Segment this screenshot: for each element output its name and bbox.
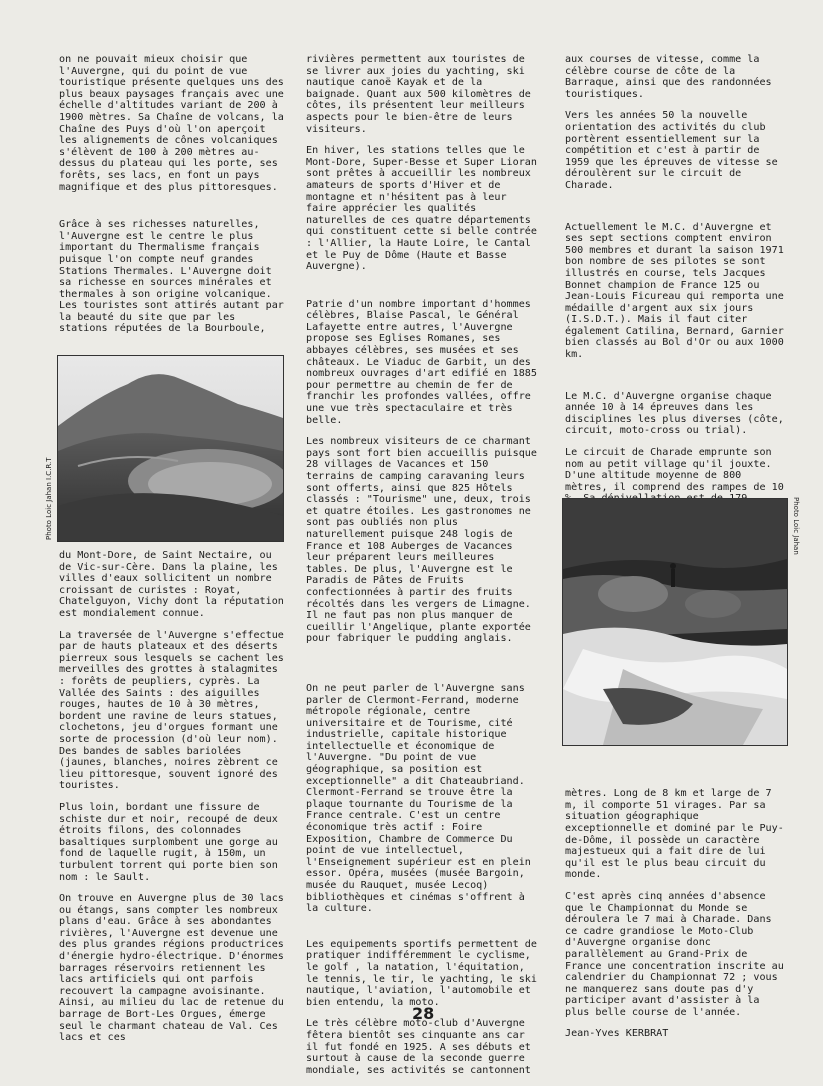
- paragraph: du Mont-Dore, de Saint Nectaire, ou de Vic-sur-Cère. Dans la plaine, les villes d'eaux sollicitent un nombre croissant de curistes : Royat, Chatelguyon, Vichy dont la réputation est mondialement connue.: [59, 550, 284, 620]
- paragraph: Le circuit de Charade emprunte son nom au petit village qu'il jouxte. D'une altitude moyenne de 800 mètres, il comprend des rampes de 10: [565, 447, 784, 493]
- waterfall-photo: [562, 498, 788, 746]
- column-2: [306, 54, 538, 1086]
- paragraph: mètres. Long de 8 km et large de 7 m, il comporte 51 virages. Par sa situation géographique exceptionnelle et dominé par le Puy-de-Dôme, il possède un caractère majestueux qui a fait dire de lui qu'il est le plus beau circuit du monde.: [565, 788, 784, 881]
- paragraph: On ne peut parler de l'Auvergne sans parler de Clermont-Ferrand, moderne métropole régionale, centre universitaire et de Tourisme, cité industrielle, capitale historique intellectuelle et économique de l'Auvergne. "Du point de vue géographique, sa position est exceptionnelle" a dit Chateaubriand. Clermont-Ferrand se trouve être la plaque tournante du Tourisme de la France centrale. C'est un centre économique très actif : Foire Exposition, Chambre de Commerce Du point de vue intellectuel, l'Enseignement supérieur est en plein essor. Opéra, musées (musée Bargoin, musée du Rauquet, musée Lecoq) bibliothèques et cinémas s'offrent à la culture.: [306, 682, 531, 915]
- paragraph: Vers les années 50 la nouvelle orientation des activités du club portèrent essentiellement sur la compétition et c'est à partir de 1959 que les épreuves de vitesse se déroulèrent sur le circuit de Charade.: [565, 110, 778, 191]
- waterfall-image: [563, 499, 787, 745]
- paragraph: On trouve en Auvergne plus de 30 lacs ou étangs, sans compter les nombreux plans d'eau. Grâce à ses abondantes rivières, l'Auvergne est devenue une des plus grandes régions productrices d'énergie hydro-électrique. D'énormes barrages réservoirs retiennent les lacs artificiels qui ont parfois recouvert la campagne avoisinante. Ainsi, au milieu du lac de retenue du barrage de Bort-Les Orgues, émerge seul le charmant chateau de Val. Ces lacs et ces: [59, 893, 284, 1044]
- paragraph: C'est après cinq années d'absence que le Championnat du Monde se déroulera le 7 mai à Charade. Dans ce cadre grandiose le Moto-Club d'Auvergne organise donc parallèlement au Grand-Prix de France une concentration inscrite au calendrier du Championnat 72 ; vous ne manquerez sans doute pas d'y participer avant d'assister à la plus belle course de l'année.: [565, 890, 784, 1018]
- paragraph: Les equipements sportifs permettent de pratiquer indifféremment le cyclisme, le golf , la natation, l'équitation, le tennis, le tir, le yachting, le ski nautique, l'aviation, l'automobile et bien entendu, la moto.: [306, 938, 537, 1008]
- page-number: 28: [412, 1004, 435, 1023]
- paragraph: Les nombreux visiteurs de ce charmant pays sont fort bien accueillis puisque 28 villages de Vacances et 150 terrains de camping caravaning leurs sont offerts, ainsi que 825 Hôtels classés : "Tourisme" une, deux, trois et quatre étoiles. Les gastronomes ne sont pas oubliés non plus naturellement puisque 248 logis de France et 108 Auberges de Vacances leur préparent leurs meilleures tables. De plus, l'Auvergne est le Paradis de Pâtes de Fruits confectionnées à partir des fruits récoltés dans les vergers de Limagne. Il ne faut pas non plus manquer de cueillir l'Angelique, plante exportée pour fabriquer le pudding anglais.: [306, 436, 537, 645]
- paragraph: aux courses de vitesse, comme la célèbre course de côte de la Barraque, ainsi que des randonnées touristiques.: [565, 54, 772, 100]
- volcano-crater-image: [58, 356, 283, 541]
- paragraph: En hiver, les stations telles que le Mont-Dore, Super-Besse et Super Lioran sont prêtes à accueillir les nombreux amateurs de sports d'Hiver et de montagne et n'hésitent pas à leur faire apprécier les qualités naturelles de ces quatre départements qui constituent cette si belle contrée : l'Allier, la Haute Loire, le Cantal et le Puy de Dôme (Haute et Basse Auvergne).: [306, 145, 537, 273]
- photo-credit: Photo Loic Jahan: [792, 497, 800, 555]
- paragraph: Patrie d'un nombre important d'hommes célèbres, Blaise Pascal, le Général Lafayette entre autres, l'Auvergne propose ses Eglises Romanes, ses abbayes célèbres, ses musées et ses châteaux. Le Viaduc de Garbit, un des nombreux ouvrages d'art edifié en 1885 pour permettre au chemin de fer de franchir les profondes vallées, offre une vue très spectaculaire et très belle.: [306, 298, 537, 426]
- volcano-crater-photo: [57, 355, 284, 542]
- paragraph: Le très célèbre moto-club d'Auvergne fêtera bientôt ses cinquante ans car il fut fondé en 1925. A ses débuts et surtout à cause de la seconde guerre mondiale, ses activités se cantonnent: [306, 1018, 531, 1076]
- paragraph: on ne pouvait mieux choisir que l'Auvergne, qui du point de vue touristique présente quelques uns des plus beaux paysages français avec une échelle d'altitudes variant de 200 à 1900 mètres. Sa Chaîne de volcans, la Chaîne des Puys d'où l'on aperçoit les alignements de cônes volcaniques s'élèvent de 100 à 200 mètres au-dessus du plateau qui les porte, ses forêts, ses lacs, en font un pays magnifique et des plus pittoresques.: [59, 54, 284, 193]
- paragraph: Actuellement le M.C. d'Auvergne et ses sept sections comptent environ 500 membres et durant la saison 1971 bon nombre de ses pilotes se sont illustrés en course, tels Jacques Bonnet champion de France 125 ou Jean-Louis Ficureau qui remporta une médaille d'argent aux six jours (I.S.D.T.). Mais il faut citer également Catilina, Bernard, Garnier bien classés au Bol d'Or ou aux 1000 km.: [565, 221, 784, 361]
- paragraph: Le M.C. d'Auvergne organise chaque année 10 à 14 épreuves dans les disciplines les plus diverses (côte, circuit, moto-cross ou trial).: [565, 390, 784, 437]
- paragraph: Plus loin, bordant une fissure de schiste dur et noir, recoupé de deux étroits filons, des colonnades basaltiques surplombent une gorge au fond de laquelle rugit, à 150m, un turbulent torrent qui porte bien son nom : le Sault.: [59, 801, 278, 883]
- paragraph: La traversée de l'Auvergne s'effectue par de hauts plateaux et des déserts pierreux sous lesquels se cachent les merveilles des grottes à stalagmites : forêts de peupliers, cyprès. La Vallée des Saints : des aiguilles rouges, hautes de 10 à 30 mètres, bordent une ravine de leurs statues, clochetons, jeu d'orgues formant une sorte de procession (d'où leur nom). Des bandes de sables bariolées (jaunes, blanches, noires zèbrent ce lieu pittoresque, souvent ignoré des touristes.: [59, 629, 284, 792]
- paragraph: rivières permettent aux touristes de se livrer aux joies du yachting, ski nautique canoë Kayak et de la baignade. Quant aux 500 kilomètres de côtes, ils présentent leur meilleurs aspects pour le bien-être de leurs visiteurs.: [306, 54, 531, 135]
- column-1: [59, 54, 284, 1054]
- photo-credit: Photo Loic Jahan I.C.R.T: [45, 457, 53, 540]
- author-signature: Jean-Yves KERBRAT: [565, 1028, 669, 1040]
- paragraph: Grâce à ses richesses naturelles, l'Auvergne est le centre le plus important du Thermalisme français puisque l'on compte neuf grandes Stations Thermales. L'Auvergne doit sa richesse en sources minérales et thermales à son origine volcanique. Les touristes sont attirés autant par la beauté du site que par les stations réputées de la Bourboule,: [59, 219, 284, 335]
